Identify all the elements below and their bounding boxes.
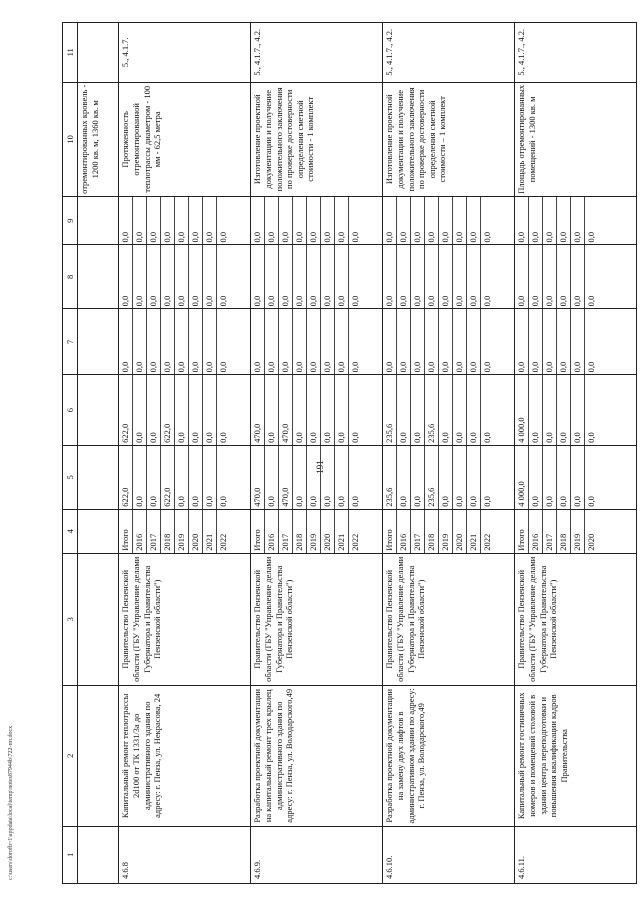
cell-c3: Правительство Пензенской области (ГБУ "Управление делами Губернатора и Правительства Пензенской области") [515,553,637,685]
cell-c10: Площадь отремонтированных помещений - 1300 кв. м [515,82,637,197]
value-cell: 0,0 [119,197,133,244]
value-cell: 0,0 [439,309,453,374]
value-cell: 0,0 [293,197,307,244]
cell-col7 [119,309,251,375]
cell-col8 [78,245,119,309]
value-cell: 0,0 [571,246,585,309]
value-cell: 622,0 [161,375,175,444]
value-cell: 0,0 [161,197,175,244]
year-label: 2016 [133,510,147,553]
value-cell: 0,0 [529,375,543,444]
year-label: 2017 [411,510,425,553]
value-cell: 0,0 [335,375,349,444]
value-cell: 0,0 [218,361,229,373]
value-cell: 4 000,0 [515,375,529,444]
value-cell: 0,0 [189,246,203,309]
value-cell: 0,0 [529,309,543,374]
value-cell: 0,0 [307,246,321,309]
cell-col5 [383,445,515,509]
value-cell: 0,0 [557,197,571,244]
value-cell: 0,0 [557,446,571,509]
value-cell: 470,0 [279,375,293,444]
value-cell: 0,0 [411,309,425,374]
value-cell: 0,0 [467,197,481,244]
value-cell: 622,0 [161,446,175,509]
value-cell: 0,0 [411,375,425,444]
cell-c11: 5., 4.1.7., 4.2. [383,23,515,83]
value-cell: 0,0 [321,309,335,374]
value-cell: 0,0 [439,446,453,509]
table-row [251,23,383,884]
year-label: 2016 [397,510,411,553]
year-label: 2018 [425,510,439,553]
header-cell: 4 [63,509,78,553]
year-label: 2019 [439,510,453,553]
value-cell: 0,0 [543,375,557,444]
header-cell: 9 [63,197,78,245]
value-cell: 0,0 [147,446,161,509]
value-cell: 0,0 [397,309,411,374]
value-cell: 0,0 [189,375,203,444]
value-cell: 0,0 [571,197,585,244]
value-cell: 0,0 [147,197,161,244]
year-label: Итого [515,510,529,553]
value-cell: 0,0 [307,309,321,374]
value-cell: 0,0 [175,197,189,244]
value-cell: 0,0 [397,446,411,509]
year-label: 2022 [350,533,361,551]
header-cell: 8 [63,245,78,309]
cell-col9 [251,197,383,245]
value-cell: 0,0 [133,197,147,244]
cell-col6 [251,375,383,445]
cell-c3: Правительство Пензенской области (ГБУ "Управление делами Губернатора и Правительства Пензенской области") [383,553,515,685]
header-cell: 2 [63,685,78,826]
value-cell: 0,0 [453,446,467,509]
cell-col6 [515,375,637,445]
cell-c10: отремонтированных кровель - 1200 кв. м, 1360 кв. м [78,82,119,197]
value-cell: 0,0 [439,246,453,309]
value-cell: 0,0 [543,309,557,374]
value-cell: 0,0 [265,246,279,309]
year-label: 2018 [161,510,175,553]
value-cell: 0,0 [265,446,279,509]
header-row [63,23,78,884]
value-cell: 0,0 [307,375,321,444]
year-label: 2016 [265,510,279,553]
value-cell: 0,0 [335,246,349,309]
value-cell: 470,0 [251,446,265,509]
value-cell: 0,0 [279,309,293,374]
year-label: 2017 [543,510,557,553]
value-cell: 0,0 [321,375,335,444]
value-cell: 0,0 [453,246,467,309]
value-cell: 0,0 [321,446,335,509]
value-cell: 0,0 [482,295,493,307]
value-cell: 0,0 [335,309,349,374]
cell-c3 [78,553,119,685]
cell-col5 [515,445,637,509]
cell-c1: 4.6.10. [383,826,515,883]
header-cell: 11 [63,23,78,83]
cell-col5 [251,445,383,509]
value-cell: 0,0 [203,309,217,374]
value-cell: 0,0 [467,309,481,374]
cell-c10: Изготовление проектной документации и получение положительного заключения по проверке достоверности определения сметной стоимости - 1 комплект [251,82,383,197]
year-label: 2019 [175,510,189,553]
value-cell: 0,0 [586,295,597,307]
cell-years [251,509,383,553]
value-cell: 0,0 [411,197,425,244]
value-cell: 0,0 [133,246,147,309]
value-cell: 235,6 [425,375,439,444]
rotated-page [62,22,637,884]
value-cell: 0,0 [397,197,411,244]
value-cell: 0,0 [482,231,493,243]
cell-col9 [119,197,251,245]
value-cell: 4 000,0 [515,446,529,509]
value-cell: 0,0 [293,375,307,444]
header-cell: 6 [63,375,78,445]
header-cell: 5 [63,445,78,509]
value-cell: 0,0 [467,446,481,509]
value-cell: 0,0 [218,496,229,507]
cell-years [78,509,119,553]
value-cell: 0,0 [279,197,293,244]
value-cell: 235,6 [425,446,439,509]
value-cell: 0,0 [350,432,361,443]
value-cell: 0,0 [133,309,147,374]
cell-c2: Разработка проектной документации на капитальный ремонт трех крылец административного здания по адресу: г. Пенза, ул. Володарского,49 [251,685,383,826]
value-cell: 0,0 [203,375,217,444]
cell-c2: Разработка проектной документации на замену двух лифтов в административном здании по адресу: г. Пенза, ул. Володарского,49 [383,685,515,826]
footer-file-path: c:\users\dorofb~1\appdata\local\temp\notes87944b\722-пп.docx [8,725,14,880]
cell-col9 [383,197,515,245]
table-row [515,23,637,884]
cell-c3: Правительство Пензенской области (ГБУ "Управление делами Губернатора и Правительства Пензенской области") [251,553,383,685]
cell-col8 [251,245,383,309]
value-cell: 0,0 [161,309,175,374]
cell-years [515,509,637,553]
cell-c11: 5., 4.1.7., 4.2. [515,23,637,83]
value-cell: 0,0 [265,375,279,444]
value-cell: 0,0 [293,446,307,509]
value-cell: 622,0 [119,375,133,444]
year-label: 2021 [203,510,217,553]
value-cell: 0,0 [335,446,349,509]
value-cell: 0,0 [529,246,543,309]
cell-col7 [78,309,119,375]
cell-c10: Протяженность отремонтированной теплотрассы диаметром - 100 мм - 62,5 метра [119,82,251,197]
value-cell: 0,0 [515,197,529,244]
value-cell: 470,0 [251,375,265,444]
value-cell: 0,0 [383,246,397,309]
value-cell: 0,0 [543,197,557,244]
cell-col7 [251,309,383,375]
year-label: Итого [119,510,133,553]
cell-years [119,509,251,553]
cell-c2 [78,685,119,826]
cell-c2: Капитальный ремонт гостиничных номеров и помещений столовой в здании центра переподготовки и повышения квалификации кадров Правительства [515,685,637,826]
value-cell: 0,0 [515,246,529,309]
year-label: 2019 [571,510,585,553]
cell-c1: 4.6.9. [251,826,383,883]
table-row [78,23,119,884]
value-cell: 0,0 [586,231,597,243]
value-cell: 0,0 [586,361,597,373]
year-label: 2022 [482,533,493,551]
cell-col5 [119,445,251,509]
cell-col5 [78,445,119,509]
value-cell: 0,0 [307,446,321,509]
value-cell: 0,0 [321,197,335,244]
header-cell: 1 [63,826,78,883]
value-cell: 0,0 [383,309,397,374]
header-cell: 3 [63,553,78,685]
year-label: 2018 [293,510,307,553]
year-label: 2018 [557,510,571,553]
year-label: 2021 [467,510,481,553]
value-cell: 0,0 [203,446,217,509]
value-cell: 622,0 [119,446,133,509]
program-table [62,22,637,884]
cell-c1: 4.6.8 [119,826,251,883]
value-cell: 0,0 [557,375,571,444]
cell-years [383,509,515,553]
cell-col7 [515,309,637,375]
value-cell: 0,0 [161,246,175,309]
value-cell: 0,0 [453,309,467,374]
cell-c3: Правительство Пензенской области (ГБУ "Управление делами Губернатора и Правительства Пензенской области") [119,553,251,685]
cell-col6 [78,375,119,445]
cell-col7 [383,309,515,375]
value-cell: 0,0 [397,246,411,309]
year-label: 2020 [189,510,203,553]
value-cell: 470,0 [279,446,293,509]
value-cell: 0,0 [425,246,439,309]
year-label: 2019 [307,510,321,553]
value-cell: 0,0 [251,309,265,374]
value-cell: 0,0 [251,197,265,244]
value-cell: 0,0 [147,309,161,374]
cell-c11: 5., 4.1.7. [119,23,251,83]
value-cell: 0,0 [189,446,203,509]
year-label: 2016 [529,510,543,553]
cell-col6 [383,375,515,445]
value-cell: 0,0 [397,375,411,444]
value-cell: 0,0 [557,246,571,309]
value-cell: 0,0 [425,197,439,244]
value-cell: 0,0 [439,197,453,244]
cell-col8 [383,245,515,309]
value-cell: 0,0 [467,246,481,309]
value-cell: 0,0 [543,246,557,309]
value-cell: 0,0 [350,231,361,243]
cell-col9 [78,197,119,245]
value-cell: 0,0 [293,246,307,309]
value-cell: 0,0 [175,446,189,509]
value-cell: 0,0 [383,197,397,244]
value-cell: 0,0 [453,197,467,244]
value-cell: 0,0 [175,246,189,309]
value-cell: 0,0 [279,246,293,309]
cell-c10: Изготовление проектной документации и получение положительного заключения по проверке достоверности определения сметной стоимости – 1 комплект [383,82,515,197]
value-cell: 0,0 [335,197,349,244]
value-cell: 0,0 [218,432,229,443]
value-cell: 0,0 [453,375,467,444]
value-cell: 0,0 [586,496,597,507]
value-cell: 0,0 [189,309,203,374]
value-cell: 0,0 [175,309,189,374]
cell-col6 [119,375,251,445]
cell-c2: Капитальный ремонт теплотрассы 2d100 от ТК 1331/3а до административного здания по адресу: г. Пенза, ул. Некрасова, 24 [119,685,251,826]
cell-col9 [515,197,637,245]
year-label: Итого [251,510,265,553]
cell-c1: 4.6.11. [515,826,637,883]
year-label: 2022 [218,533,229,551]
value-cell: 0,0 [529,446,543,509]
value-cell: 0,0 [571,375,585,444]
value-cell: 0,0 [218,231,229,243]
value-cell: 0,0 [147,246,161,309]
year-label: 2020 [321,510,335,553]
value-cell: 0,0 [350,361,361,373]
page-number: 191 [315,460,325,474]
value-cell: 0,0 [529,197,543,244]
value-cell: 0,0 [265,197,279,244]
value-cell: 0,0 [350,496,361,507]
year-label: 2021 [335,510,349,553]
value-cell: 0,0 [175,375,189,444]
table-row [383,23,515,884]
value-cell: 0,0 [467,375,481,444]
value-cell: 0,0 [203,246,217,309]
value-cell: 0,0 [203,197,217,244]
cell-c11 [78,23,119,83]
value-cell: 0,0 [307,197,321,244]
value-cell: 0,0 [439,375,453,444]
value-cell: 0,0 [119,309,133,374]
year-label: 2017 [147,510,161,553]
value-cell: 0,0 [265,309,279,374]
value-cell: 0,0 [133,375,147,444]
value-cell: 0,0 [482,361,493,373]
year-label: 2020 [453,510,467,553]
header-cell: 7 [63,309,78,375]
value-cell: 235,6 [383,375,397,444]
value-cell: 0,0 [515,309,529,374]
cell-col8 [119,245,251,309]
value-cell: 0,0 [133,446,147,509]
value-cell: 0,0 [482,496,493,507]
value-cell: 0,0 [411,246,425,309]
value-cell: 0,0 [321,246,335,309]
value-cell: 0,0 [482,432,493,443]
value-cell: 0,0 [586,432,597,443]
value-cell: 0,0 [293,309,307,374]
header-cell: 10 [63,82,78,197]
value-cell: 0,0 [189,197,203,244]
value-cell: 0,0 [218,295,229,307]
value-cell: 0,0 [119,246,133,309]
value-cell: 0,0 [411,446,425,509]
table-row [119,23,251,884]
value-cell: 0,0 [557,309,571,374]
value-cell: 0,0 [251,246,265,309]
year-label: 2020 [586,533,597,551]
value-cell: 0,0 [425,309,439,374]
cell-col8 [515,245,637,309]
year-label: Итого [383,510,397,553]
value-cell: 0,0 [543,446,557,509]
value-cell: 0,0 [571,446,585,509]
cell-c11: 5., 4.1.7., 4.2. [251,23,383,83]
value-cell: 0,0 [350,295,361,307]
value-cell: 235,6 [383,446,397,509]
year-label: 2017 [279,510,293,553]
value-cell: 0,0 [571,309,585,374]
cell-c1 [78,826,119,883]
value-cell: 0,0 [147,375,161,444]
